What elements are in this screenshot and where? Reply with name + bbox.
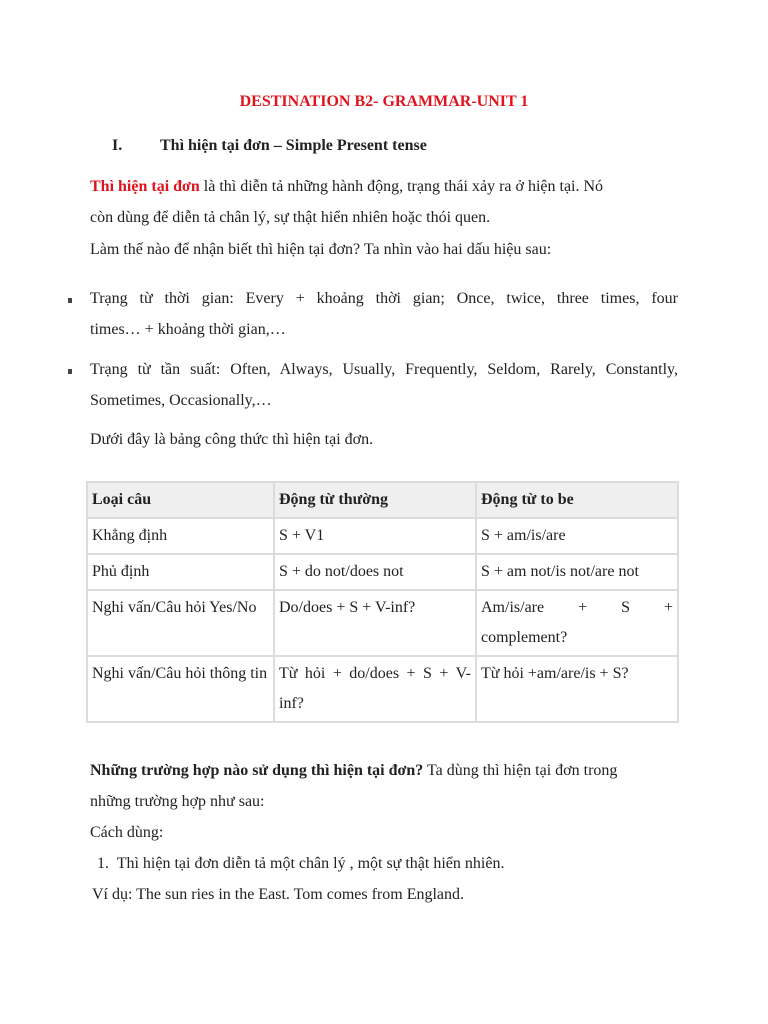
bullet-1-line-2: times… + khoảng thời gian,… bbox=[90, 321, 286, 338]
table-cell: Do/does + S + V-inf? bbox=[274, 590, 476, 656]
bullet-2-line-2: Sometimes, Occasionally,… bbox=[90, 392, 272, 409]
usage-example: Ví dụ: The sun ries in the East. Tom comes from England. bbox=[92, 886, 465, 903]
header-cell: Loại câu bbox=[87, 482, 274, 518]
table-cell: Nghi vấn/Câu hỏi Yes/No bbox=[87, 590, 274, 656]
usage-text: Ta dùng thì hiện tại đơn trong bbox=[423, 762, 618, 779]
table-cell: Khẳng định bbox=[87, 518, 274, 554]
intro-text: là thì diễn tả những hành động, trạng thái xảy ra ở hiện tại. Nó bbox=[199, 178, 604, 195]
table-intro: Dưới đây là bảng công thức thì hiện tại đơn. bbox=[90, 431, 374, 448]
usage-question: Những trường hợp nào sử dụng thì hiện tại đơn? bbox=[90, 762, 424, 779]
section-number: I. bbox=[112, 137, 123, 154]
table-row bbox=[87, 656, 678, 722]
table-row bbox=[87, 590, 678, 656]
table-header-row bbox=[87, 482, 678, 518]
table-cell: Phủ định bbox=[87, 554, 274, 590]
section-heading: Thì hiện tại đơn – Simple Present tense bbox=[160, 137, 427, 154]
table-cell: S + do not/does not bbox=[274, 554, 476, 590]
intro-line-1 bbox=[90, 178, 678, 196]
bullet-icon bbox=[68, 369, 72, 374]
table-cell: S + am not/is not/are not bbox=[476, 554, 678, 590]
term-highlight: Thì hiện tại đơn bbox=[90, 178, 200, 195]
bullet-icon bbox=[68, 298, 72, 303]
table-row bbox=[87, 554, 678, 590]
bullet-1-line-1: Trạng từ thời gian: Every + khoảng thời gian; Once, twice, three times, four bbox=[90, 290, 678, 307]
table-cell: S + am/is/are bbox=[476, 518, 678, 554]
usage-line-1 bbox=[90, 762, 617, 780]
table-cell: Nghi vấn/Câu hỏi thông tin bbox=[87, 656, 274, 722]
intro-line-2: còn dùng để diễn tả chân lý, sự thật hiển nhiên hoặc thói quen. bbox=[90, 209, 491, 226]
formula-table bbox=[86, 481, 679, 723]
table-row bbox=[87, 518, 678, 554]
intro-line-3: Làm thế nào để nhận biết thì hiện tại đơn? Ta nhìn vào hai dấu hiệu sau: bbox=[90, 241, 552, 258]
usage-item-1: 1. Thì hiện tại đơn diễn tả một chân lý , một sự thật hiển nhiên. bbox=[97, 855, 505, 872]
bullet-2-line-1: Trạng từ tần suất: Often, Always, Usually, Frequently, Seldom, Rarely, Constantly, bbox=[90, 361, 678, 378]
table-cell: Từ hỏi + do/does + S + V-inf? bbox=[274, 656, 476, 722]
usage-line-2: những trường hợp như sau: bbox=[90, 793, 265, 810]
document-title: DESTINATION B2- GRAMMAR-UNIT 1 bbox=[239, 93, 529, 110]
usage-label: Cách dùng: bbox=[90, 824, 164, 841]
table-cell: S + V1 bbox=[274, 518, 476, 554]
header-cell: Động từ thường bbox=[274, 482, 476, 518]
table-cell: Từ hỏi +am/are/is + S? bbox=[476, 656, 678, 722]
table-cell: Am/is/are + S + complement? bbox=[476, 590, 678, 656]
header-cell: Động từ to be bbox=[476, 482, 678, 518]
